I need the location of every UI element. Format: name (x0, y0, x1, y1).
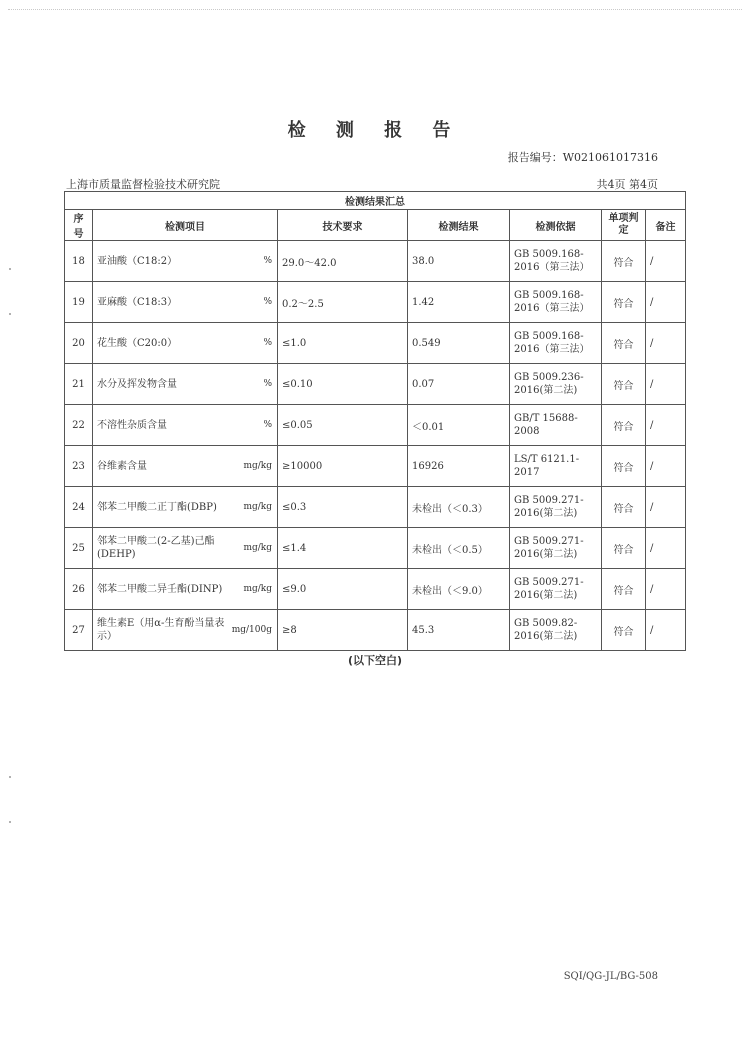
requirement-cell: ≤1.0 (278, 323, 408, 364)
basis-cell: GB 5009.168-2016（第三法） (510, 241, 602, 282)
header-result: 检测结果 (408, 210, 510, 241)
header-note: 备注 (646, 210, 686, 241)
header-requirement: 技术要求 (278, 210, 408, 241)
item-unit: % (263, 420, 272, 430)
requirement-cell: ≤1.4 (278, 528, 408, 569)
scan-mark (9, 776, 11, 778)
note-cell: / (646, 610, 686, 651)
item-cell (93, 364, 278, 405)
item-unit: mg/kg (243, 461, 272, 471)
judgment-cell: 符合 (602, 569, 646, 610)
seq-cell: 25 (65, 528, 93, 569)
summary-title: 检测结果汇总 (65, 192, 686, 210)
basis-cell: GB/T 15688-2008 (510, 405, 602, 446)
header-seq: 序号 (65, 210, 93, 241)
note-cell: / (646, 364, 686, 405)
item-unit: % (263, 256, 272, 266)
judgment-cell: 符合 (602, 487, 646, 528)
judgment-cell: 符合 (602, 528, 646, 569)
item-name: 亚油酸（C18:2） (97, 255, 178, 267)
institute-name: 上海市质量监督检验技术研究院 (66, 178, 220, 191)
seq-cell: 26 (65, 569, 93, 610)
item-cell (93, 282, 278, 323)
seq-cell: 20 (65, 323, 93, 364)
scan-mark (9, 313, 11, 315)
item-unit: % (263, 338, 272, 348)
report-number: 报告编号：W021061017316 (507, 151, 658, 164)
item-cell (93, 487, 278, 528)
item-name: 不溶性杂质含量 (97, 419, 167, 431)
item-name: 谷维素含量 (97, 460, 147, 472)
basis-cell: GB 5009.271-2016(第二法) (510, 528, 602, 569)
header-judgment: 单项判定 (602, 210, 646, 241)
item-unit: mg/kg (243, 502, 272, 512)
item-cell (93, 241, 278, 282)
note-cell: / (646, 446, 686, 487)
item-cell (93, 405, 278, 446)
item-unit: mg/kg (243, 584, 272, 594)
basis-cell: GB 5009.168-2016（第三法） (510, 323, 602, 364)
top-dotted-rule (8, 9, 742, 10)
judgment-cell: 符合 (602, 446, 646, 487)
header-item: 检测项目 (93, 210, 278, 241)
result-cell: 未检出（＜0.3） (408, 487, 510, 528)
basis-cell: GB 5009.271-2016(第二法) (510, 569, 602, 610)
basis-cell: LS/T 6121.1-2017 (510, 446, 602, 487)
requirement-cell: ≤9.0 (278, 569, 408, 610)
item-name: 水分及挥发物含量 (97, 378, 177, 390)
judgment-cell: 符合 (602, 241, 646, 282)
table-row (65, 241, 686, 282)
table-row (65, 364, 686, 405)
seq-cell: 23 (65, 446, 93, 487)
judgment-cell: 符合 (602, 323, 646, 364)
note-cell: / (646, 405, 686, 446)
table-row (65, 610, 686, 651)
result-cell: 1.42 (408, 282, 510, 323)
page-info: 共4页 第4页 (596, 178, 658, 191)
item-name: 邻苯二甲酸二(2-乙基)己酯(DEHP) (97, 536, 215, 560)
result-cell: 16926 (408, 446, 510, 487)
item-cell (93, 610, 278, 651)
item-cell (93, 528, 278, 569)
seq-cell: 27 (65, 610, 93, 651)
item-unit: % (263, 379, 272, 389)
header-basis: 检测依据 (510, 210, 602, 241)
report-title: 检 测 报 告 (287, 120, 463, 141)
item-name: 维生素E（用α-生育酚当量表示） (97, 618, 225, 642)
note-cell: / (646, 282, 686, 323)
results-table (64, 191, 686, 651)
item-unit: mg/100g (231, 625, 272, 635)
result-cell: 45.3 (408, 610, 510, 651)
requirement-cell: ≤0.10 (278, 364, 408, 405)
scan-mark (9, 268, 11, 270)
item-name: 花生酸（C20:0） (97, 337, 178, 349)
result-cell: ＜0.01 (408, 405, 510, 446)
requirement-cell: ≥8 (278, 610, 408, 651)
seq-cell: 22 (65, 405, 93, 446)
table-row (65, 487, 686, 528)
basis-cell: GB 5009.271-2016(第二法) (510, 487, 602, 528)
table-row (65, 446, 686, 487)
table-row (65, 323, 686, 364)
note-cell: / (646, 323, 686, 364)
seq-cell: 18 (65, 241, 93, 282)
judgment-cell: 符合 (602, 405, 646, 446)
note-cell: / (646, 569, 686, 610)
basis-cell: GB 5009.236-2016(第二法) (510, 364, 602, 405)
item-unit: % (263, 297, 272, 307)
basis-cell: GB 5009.82-2016(第二法) (510, 610, 602, 651)
note-cell: / (646, 487, 686, 528)
blank-below-note: (以下空白) (347, 654, 403, 667)
basis-cell: GB 5009.168-2016（第三法） (510, 282, 602, 323)
table-header-row (65, 210, 686, 241)
item-unit: mg/kg (243, 543, 272, 553)
result-cell: 0.07 (408, 364, 510, 405)
seq-cell: 21 (65, 364, 93, 405)
table-row (65, 528, 686, 569)
form-code: SQI/QG-JL/BG-508 (563, 971, 658, 982)
result-cell: 未检出（＜9.0） (408, 569, 510, 610)
result-cell: 0.549 (408, 323, 510, 364)
item-cell (93, 569, 278, 610)
requirement-cell: ≤0.05 (278, 405, 408, 446)
item-name: 亚麻酸（C18:3） (97, 296, 178, 308)
result-cell: 未检出（＜0.5） (408, 528, 510, 569)
item-name: 邻苯二甲酸二正丁酯(DBP) (97, 501, 217, 513)
note-cell: / (646, 528, 686, 569)
item-cell (93, 446, 278, 487)
scan-mark (9, 821, 11, 823)
result-cell: 38.0 (408, 241, 510, 282)
judgment-cell: 符合 (602, 364, 646, 405)
table-row (65, 282, 686, 323)
note-cell: / (646, 241, 686, 282)
requirement-cell: ≥10000 (278, 446, 408, 487)
requirement-cell: 29.0～42.0 (278, 241, 408, 282)
judgment-cell: 符合 (602, 282, 646, 323)
item-cell (93, 323, 278, 364)
seq-cell: 24 (65, 487, 93, 528)
seq-cell: 19 (65, 282, 93, 323)
table-row (65, 569, 686, 610)
judgment-cell: 符合 (602, 610, 646, 651)
item-name: 邻苯二甲酸二异壬酯(DINP) (97, 583, 223, 595)
requirement-cell: 0.2～2.5 (278, 282, 408, 323)
requirement-cell: ≤0.3 (278, 487, 408, 528)
table-row (65, 405, 686, 446)
